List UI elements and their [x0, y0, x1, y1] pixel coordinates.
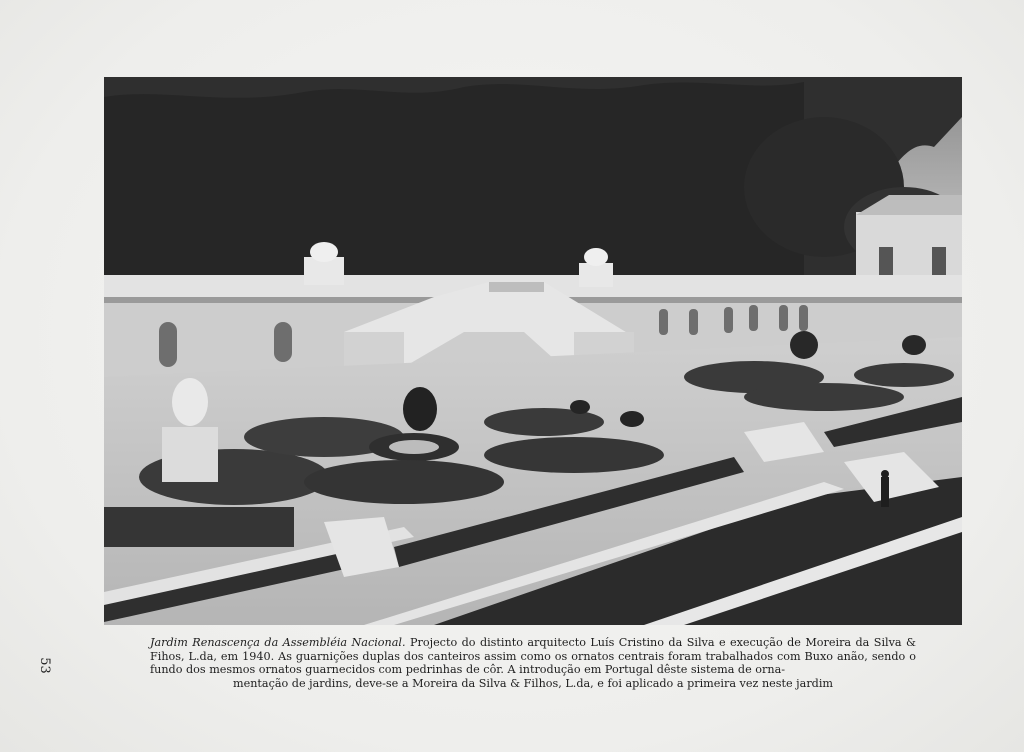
page-number: 53 — [36, 657, 52, 674]
caption-line-3: anão, sendo o fundo dos mesmos ornatos guarnecidos com pedrinhas de côr. A introdução em Portugal dêste sistema de orna- — [150, 649, 916, 677]
caption-line-4: mentação de jardins, deve-se a Moreira da Silva & Filhos, L.da, e foi aplicado a primeira vez neste jardim — [232, 676, 834, 690]
caption-line-2: Silva & Fihos, L.da, em 1940. As guarnições duplas dos canteiros assim como os ornatos centrais foram trabalhados com Buxo — [150, 636, 916, 663]
photo-caption — [150, 636, 916, 690]
garden-illustration — [104, 77, 962, 625]
caption-line-1: Projecto do distinto arquitecto Luís Cristino da Silva e execução de Moreira da — [409, 636, 870, 649]
caption-title: Jardim Renascença da Assembléia Nacional. — [150, 636, 406, 649]
garden-photograph — [104, 77, 962, 625]
